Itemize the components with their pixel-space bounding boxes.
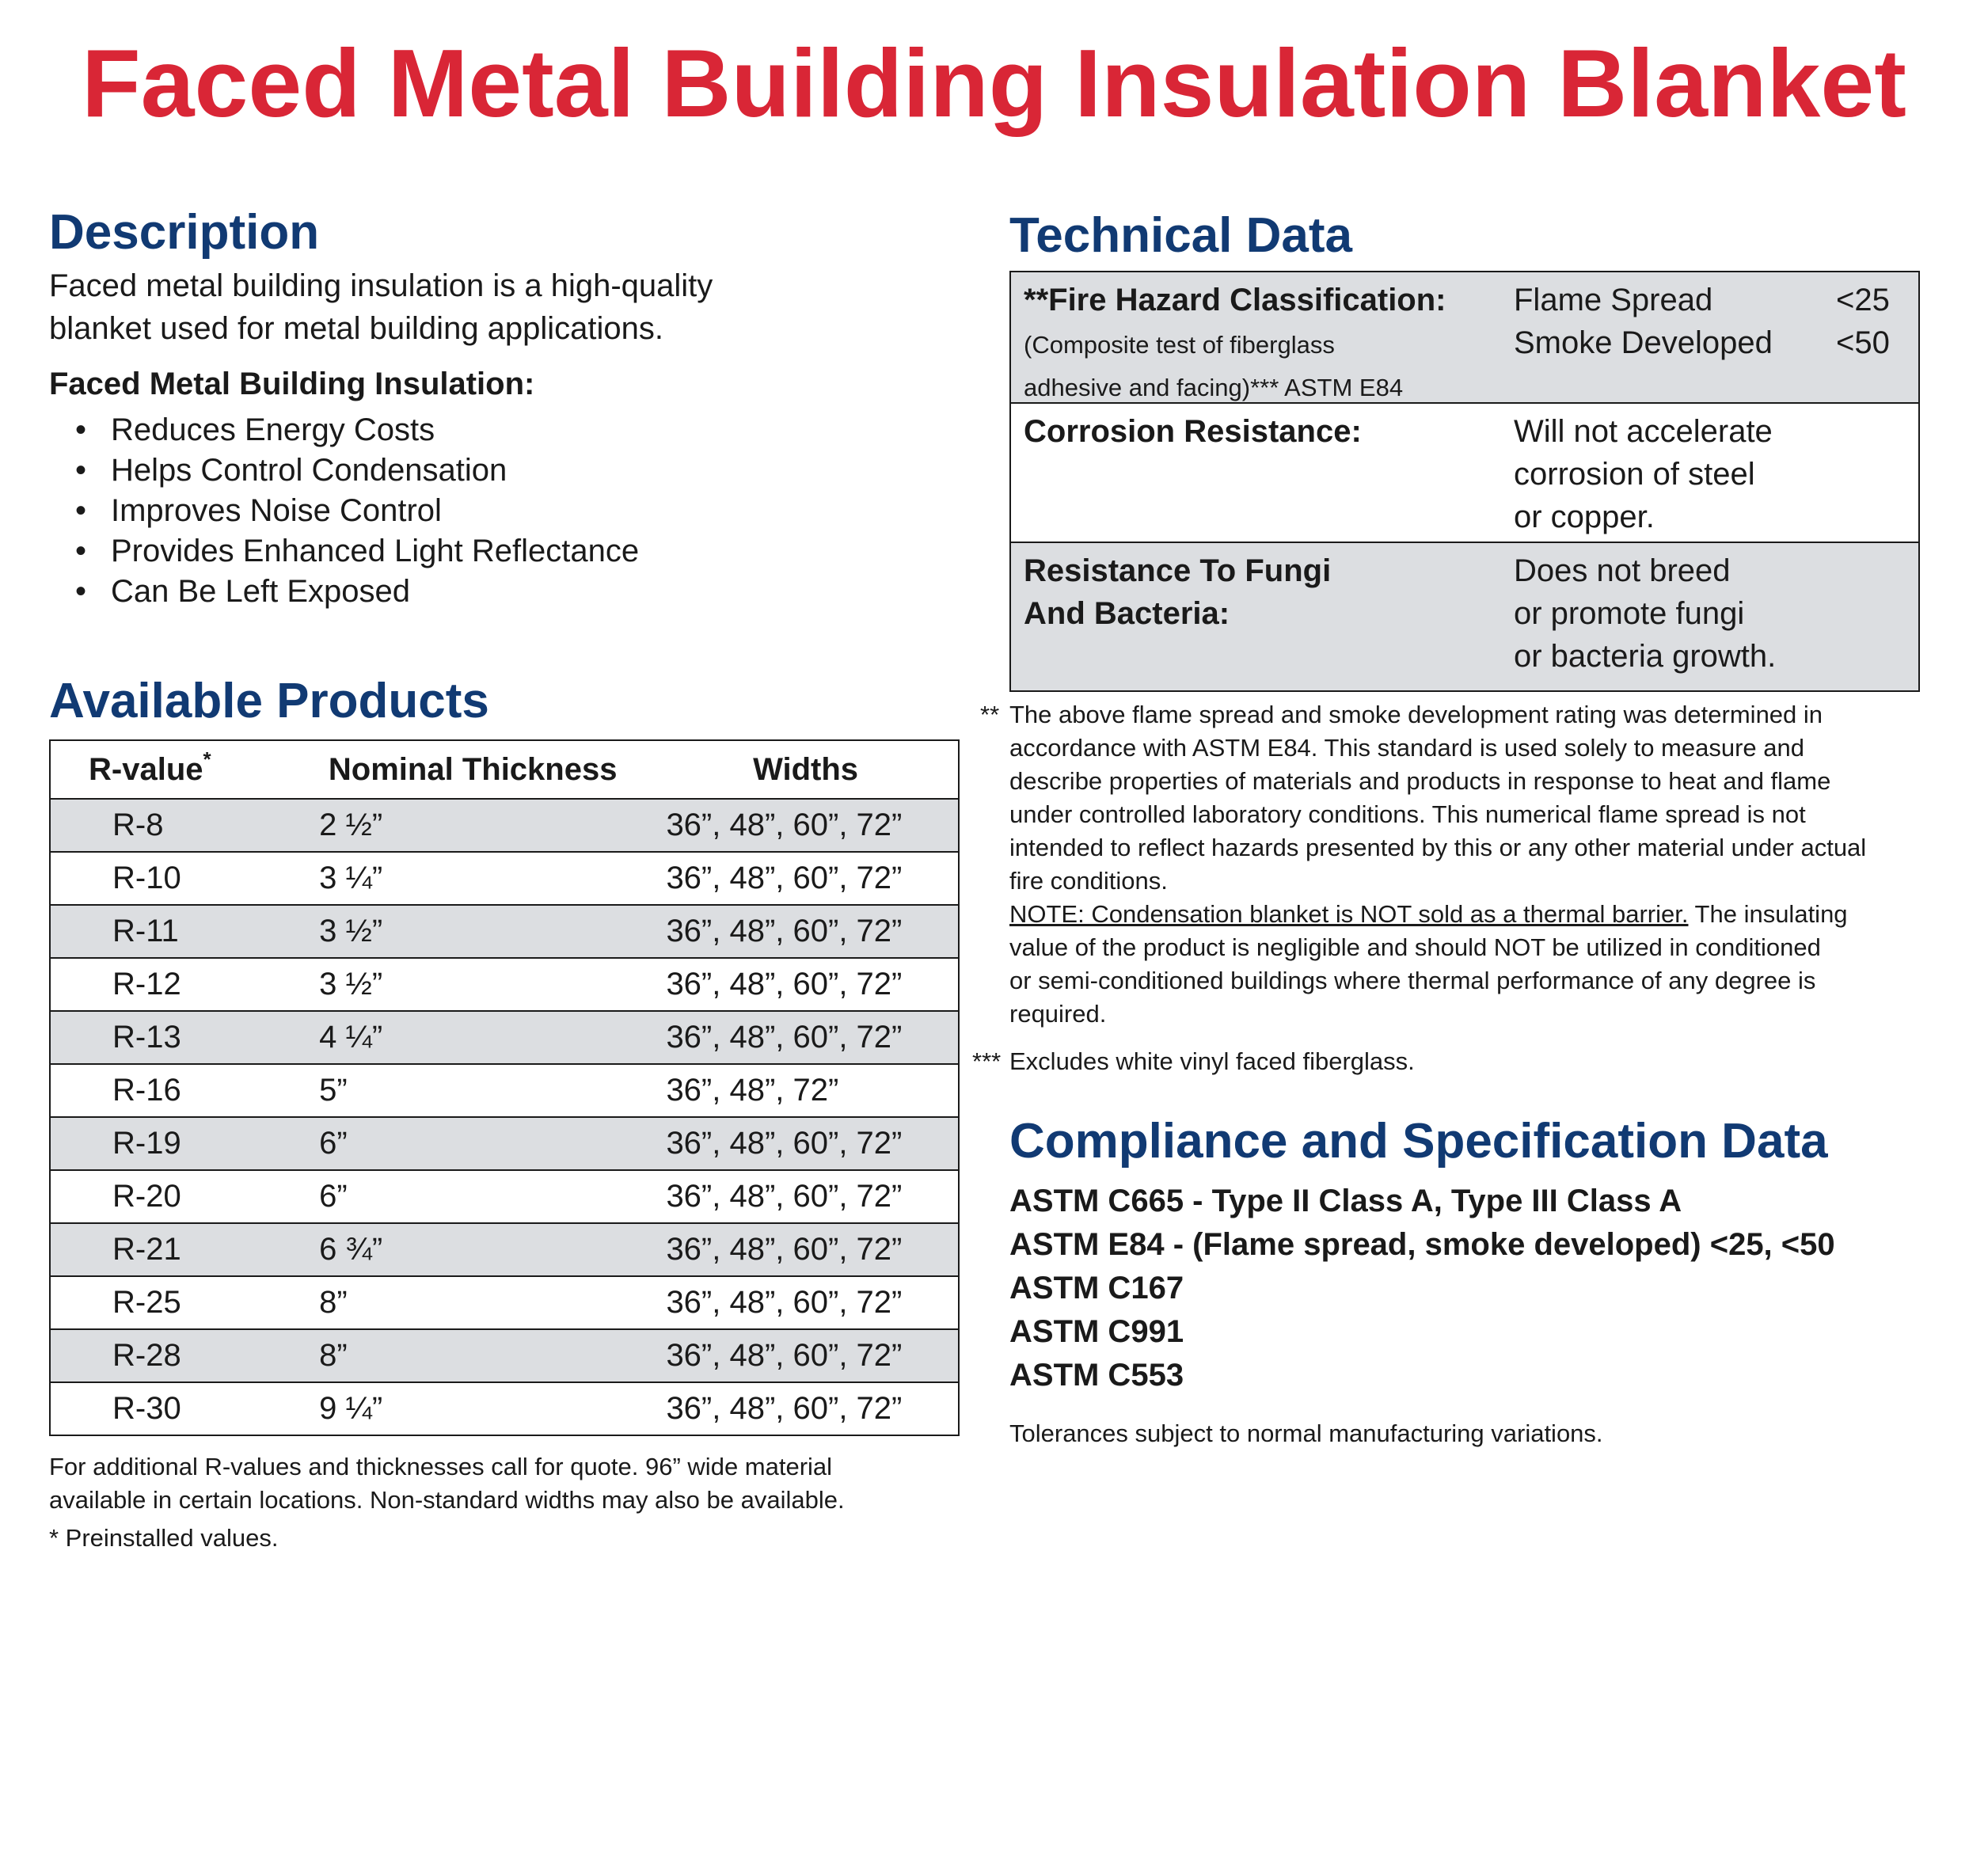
- fire-hazard-row: **Fire Hazard Classification: (Composite test of fiberglass adhesive and facing)*** ASTM E84 Flame Spread Smoke Developed <25 <50: [1011, 272, 1918, 402]
- table-row: R-25 8” 36”, 48”, 60”, 72”: [51, 1275, 958, 1328]
- col-thickness-header: Nominal Thickness: [328, 751, 618, 787]
- table-row: R-16 5” 36”, 48”, 72”: [51, 1063, 958, 1116]
- triple-asterisk-mark: ***: [972, 1047, 1002, 1075]
- list-item: • Provides Enhanced Light Reflectance: [75, 531, 639, 572]
- compliance-list: [1009, 1180, 1835, 1397]
- table-row: R-30 9 ¼” 36”, 48”, 60”, 72”: [51, 1381, 958, 1435]
- products-table: [49, 739, 960, 1436]
- bullet-icon: •: [75, 412, 87, 447]
- list-item: ASTM C665 - Type II Class A, Type III Class A: [1009, 1184, 1682, 1218]
- technical-table: [1009, 271, 1920, 692]
- bullet-icon: •: [75, 534, 87, 568]
- asterisk-mark: *: [203, 747, 211, 771]
- benefits-subheading: Faced Metal Building Insulation:: [49, 367, 535, 401]
- col-widths-header: Widths: [753, 751, 859, 787]
- corrosion-row: Corrosion Resistance: Will not accelerate corrosion of steel or copper.: [1011, 402, 1918, 542]
- preinstalled-note: * Preinstalled values.: [49, 1524, 279, 1552]
- fungi-row: Resistance To Fungi And Bacteria: Does not breed or promote fungi or bacteria growth.: [1011, 542, 1918, 690]
- smoke-developed-value: <50: [1836, 325, 1890, 360]
- page-title: Faced Metal Building Insulation Blanket: [82, 29, 1906, 137]
- description-text: [49, 264, 713, 350]
- products-note: For additional R-values and thicknesses call for quote. 96” wide material available in certain locations. Non-standard widths may also be available.: [49, 1453, 845, 1514]
- list-item: ASTM C553: [1009, 1358, 1184, 1393]
- description-line-2: blanket used for metal building applications.: [49, 311, 664, 346]
- flame-footnote: The above flame spread and smoke development rating was determined in accordance with ASTM E84. This standard is used solely to measure and describe properties of materials and products in response to heat and flame under controlled laboratory conditions. This numerical flame spread is not intended to reflect hazards presented by this or any other material under actual fire conditions. NOTE: Condensation blanket is NOT sold as a thermal barrier. The insulating value of the product is negligible and should NOT be utilized in conditioned or semi-conditioned buildings where thermal performance of any degree is required.: [1009, 701, 1867, 1028]
- col-rvalue-header: R-value*: [89, 747, 211, 787]
- bullet-icon: •: [75, 574, 87, 609]
- benefits-list: [75, 410, 639, 612]
- tolerance-note: Tolerances subject to normal manufacturing variations.: [1009, 1419, 1603, 1447]
- double-asterisk-mark: **: [980, 701, 1000, 728]
- table-header: [51, 741, 958, 798]
- products-heading: Available Products: [49, 674, 489, 728]
- technical-heading: Technical Data: [1009, 208, 1353, 263]
- list-item: ASTM C991: [1009, 1314, 1184, 1349]
- vinyl-footnote: Excludes white vinyl faced fiberglass.: [1009, 1047, 1415, 1075]
- corrosion-label: Corrosion Resistance:: [1024, 414, 1362, 449]
- table-row: R-12 3 ½” 36”, 48”, 60”, 72”: [51, 957, 958, 1010]
- flame-spread-label: Flame Spread: [1514, 283, 1713, 317]
- list-item: ASTM C167: [1009, 1271, 1184, 1305]
- list-item: • Helps Control Condensation: [75, 450, 639, 491]
- compliance-heading: Compliance and Specification Data: [1009, 1114, 1828, 1169]
- table-row: R-8 2 ½” 36”, 48”, 60”, 72”: [51, 798, 958, 851]
- thermal-barrier-note: NOTE: Condensation blanket is NOT sold as a thermal barrier.: [1009, 900, 1689, 928]
- bullet-icon: •: [75, 493, 87, 528]
- list-item: • Reduces Energy Costs: [75, 410, 639, 450]
- table-row: R-10 3 ¼” 36”, 48”, 60”, 72”: [51, 851, 958, 904]
- table-row: R-28 8” 36”, 48”, 60”, 72”: [51, 1328, 958, 1381]
- description-heading: Description: [49, 205, 320, 260]
- fire-hazard-label: **Fire Hazard Classification:: [1024, 283, 1446, 317]
- list-item: • Can Be Left Exposed: [75, 572, 639, 612]
- table-row: R-20 6” 36”, 48”, 60”, 72”: [51, 1169, 958, 1222]
- table-row: R-21 6 ¾” 36”, 48”, 60”, 72”: [51, 1222, 958, 1275]
- list-item: • Improves Noise Control: [75, 491, 639, 531]
- smoke-developed-label: Smoke Developed: [1514, 325, 1773, 360]
- bullet-icon: •: [75, 453, 87, 488]
- list-item: ASTM E84 - (Flame spread, smoke developed) <25, <50: [1009, 1227, 1835, 1262]
- table-row: R-13 4 ¼” 36”, 48”, 60”, 72”: [51, 1010, 958, 1063]
- table-row: R-11 3 ½” 36”, 48”, 60”, 72”: [51, 904, 958, 957]
- flame-spread-value: <25: [1836, 283, 1890, 317]
- description-line-1: Faced metal building insulation is a high-quality: [49, 268, 713, 303]
- table-row: R-19 6” 36”, 48”, 60”, 72”: [51, 1116, 958, 1169]
